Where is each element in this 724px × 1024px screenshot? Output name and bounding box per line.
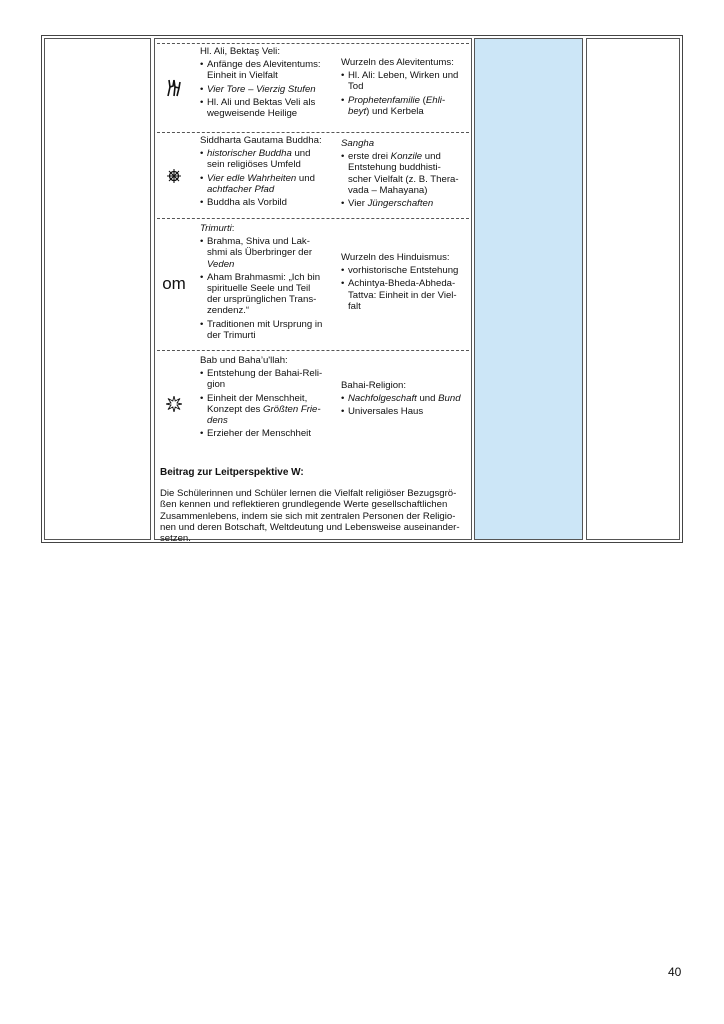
row-divider bbox=[157, 132, 469, 133]
list-item: • Erzieher der Menschheit bbox=[200, 428, 335, 439]
contribution-heading: Beitrag zur Leitperspektive W: bbox=[160, 467, 304, 478]
alevi-symbol-icon bbox=[165, 79, 183, 97]
list-item: • Aham Brahmasmi: „Ich bin spirituelle Seele und Teil der ursprünglichen Trans- zendenz.“ bbox=[200, 272, 335, 317]
bahai-star-icon bbox=[165, 395, 183, 413]
list-item: • erste drei Konzile und Entstehung buddhisti- scher Vielfalt (z. B. Thera- vada – Mahayana) bbox=[341, 151, 469, 196]
column-4 bbox=[586, 38, 680, 540]
list-item: • Hl. Ali: Leben, Wirken und Tod bbox=[341, 70, 469, 92]
row-heading: Siddharta Gautama Buddha: bbox=[200, 135, 322, 146]
dharma-wheel-icon bbox=[165, 167, 183, 185]
list-item: • Nachfolgeschaft und Bund bbox=[341, 393, 469, 404]
row-heading: Wurzeln des Hinduismus: bbox=[341, 252, 450, 263]
list-item: • historischer Buddha und sein religiöses Umfeld bbox=[200, 148, 330, 170]
row-heading: Hl. Ali, Bektaş Veli: bbox=[200, 46, 280, 57]
list-item: • Brahma, Shiva und Lak- shmi als Überbringer der Veden bbox=[200, 236, 335, 270]
row-heading: Bab und Baha’u'llah: bbox=[200, 355, 288, 366]
row-heading: Wurzeln des Alevitentums: bbox=[341, 57, 454, 68]
bahai-religion bbox=[341, 380, 469, 420]
list-item: • Vier Tore – Vierzig Stufen bbox=[200, 84, 330, 95]
hindu-roots bbox=[341, 252, 469, 314]
list-item: • Universales Haus bbox=[341, 406, 469, 417]
list-item: • Traditionen mit Ursprung in der Trimurti bbox=[200, 319, 335, 341]
alevi-roots bbox=[341, 57, 469, 119]
list-item: • Buddha als Vorbild bbox=[200, 197, 330, 208]
column-1 bbox=[44, 38, 151, 540]
trimurti: Trimurti: • Brahma, Shiva und Lak- shmi als Überbringer der Veden • Aham Brahmasmi: „Ich bin spirituelle Seele und Teil der ursprünglichen Trans- zendenz.“ • Traditionen mit Ursprung in der Trimurti bbox=[200, 223, 335, 343]
row-divider bbox=[157, 218, 469, 219]
list-item: • Entstehung der Bahai-Reli- gion bbox=[200, 368, 335, 390]
column-3-blue bbox=[474, 38, 583, 540]
om-icon: om bbox=[162, 274, 186, 294]
list-item: • Anfänge des Alevitentums: Einheit in Vielfalt bbox=[200, 59, 330, 81]
list-item: • Achintya-Bheda-Abheda- Tattva: Einheit in der Viel- falt bbox=[341, 278, 469, 312]
leitperspektive-contribution bbox=[160, 457, 466, 554]
list-item: • Hl. Ali und Bektas Veli als wegweisende Heilige bbox=[200, 97, 330, 119]
row-heading: Bahai-Religion: bbox=[341, 380, 407, 391]
row-divider bbox=[157, 43, 469, 44]
row-heading: Sangha bbox=[341, 138, 375, 149]
bab-bahaullah bbox=[200, 355, 335, 441]
buddha-person bbox=[200, 135, 330, 210]
sangha bbox=[341, 138, 469, 211]
list-item: • Vier Jüngerschaften bbox=[341, 198, 469, 209]
table-frame bbox=[41, 35, 683, 543]
list-item: • Prophetenfamilie (Ehli- beyt) und Kerbela bbox=[341, 95, 469, 117]
alevi-persons bbox=[200, 46, 330, 121]
list-item: • Einheit der Menschheit, Konzept des Größten Frie- dens bbox=[200, 393, 335, 427]
list-item: • Vier edle Wahrheiten und achtfacher Pfad bbox=[200, 173, 330, 195]
list-item: • vorhistorische Entstehung bbox=[341, 265, 469, 276]
contribution-text: Die Schülerinnen und Schüler lernen die Vielfalt religiöser Bezugsgrö- ßen kennen und reflektieren grundlegende Werte gesellschaftlichen Zusammenlebens, indem sie sich mit zentralen Personen der Religio- nen und deren Botschaft, Weltdeutung und Lebensweise auseinander- setzen. bbox=[160, 488, 460, 545]
content-column bbox=[154, 38, 472, 545]
row-divider bbox=[157, 350, 469, 351]
page-number: 40 bbox=[668, 965, 682, 979]
